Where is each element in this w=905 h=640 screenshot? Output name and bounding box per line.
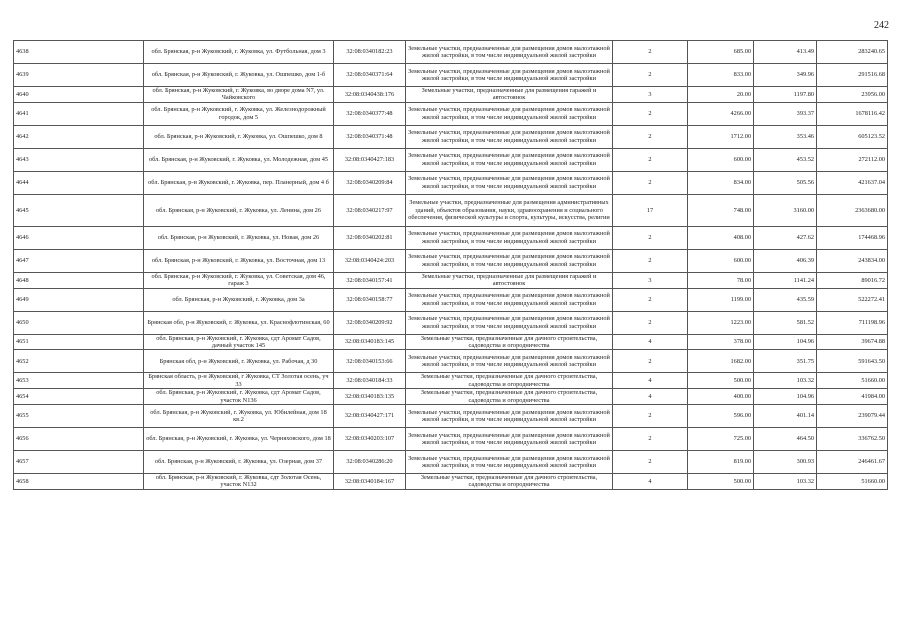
cadastral-value-cell: 283240.65	[817, 41, 888, 64]
cadastral-value-cell: 591643.50	[817, 350, 888, 373]
cadastral-value-cell: 174468.96	[817, 226, 888, 249]
land-use-cell: Земельные участки, предназначенные для дачного строительства, садоводства и огородничества	[406, 373, 613, 389]
table-row	[14, 389, 888, 405]
area-cell: 600.00	[688, 148, 754, 171]
record-number: 4650	[14, 311, 144, 334]
group-cell: 17	[613, 194, 688, 226]
table-row	[14, 373, 888, 389]
group-cell: 2	[613, 171, 688, 194]
cadastral-number-cell: 32:08:0340182:23	[334, 41, 406, 64]
address-cell: обл. Брянская, р-н Жуковский, г. Жуковка, ул. Ошпешко, дом 8	[144, 125, 334, 148]
specific-value-cell: 349.96	[754, 64, 817, 87]
cadastral-number-cell: 32:08:0340183:135	[334, 389, 406, 405]
cadastral-number-cell: 32:08:0340427:183	[334, 148, 406, 171]
address-cell: обл. Брянская, р-н Жуковский, г. Жуковка, ул. Озерная, дом 37	[144, 451, 334, 474]
land-use-cell: Земельные участки, предназначенные для размещения домов малоэтажной жилой застройки, в том числе индивидуальной жилой застройки	[406, 171, 613, 194]
record-number: 4657	[14, 451, 144, 474]
address-cell: обл. Брянская, р-н Жуковский, г. Жуковка, ул. Советская, дом 46, гараж 3	[144, 272, 334, 288]
area-cell: 725.00	[688, 428, 754, 451]
cadastral-number-cell: 32:08:0340371:64	[334, 64, 406, 87]
address-cell: Брянская обл, р-н Жуковский, г. Жуковка, ул. Рабочая, д 30	[144, 350, 334, 373]
land-use-cell: Земельные участки, предназначенные для размещения домов малоэтажной жилой застройки, в том числе индивидуальной жилой застройки	[406, 148, 613, 171]
table-row	[14, 41, 888, 64]
table-row	[14, 148, 888, 171]
group-cell: 4	[613, 389, 688, 405]
table-row	[14, 428, 888, 451]
specific-value-cell: 435.59	[754, 288, 817, 311]
table-row	[14, 451, 888, 474]
record-number: 4655	[14, 405, 144, 428]
cadastral-value-cell: 23956.00	[817, 87, 888, 103]
address-cell: Брянская обл, р-н Жуковский, г. Жуковка, ул. Краснофлотинская, 60	[144, 311, 334, 334]
address-cell: обл. Брянская, р-н Жуковский, г. Жуковка, дом 3а	[144, 288, 334, 311]
address-cell: обл. Брянская, р-н Жуковский, г. Жуковка, ул. Новая, дом 26	[144, 226, 334, 249]
area-cell: 20.00	[688, 87, 754, 103]
group-cell: 4	[613, 334, 688, 350]
cadastral-value-cell: 51660.00	[817, 474, 888, 490]
group-cell: 2	[613, 350, 688, 373]
record-number: 4647	[14, 249, 144, 272]
cadastral-number-cell: 32:08:0340184:33	[334, 373, 406, 389]
area-cell: 1199.00	[688, 288, 754, 311]
cadastral-number-cell: 32:08:0340157:41	[334, 272, 406, 288]
cadastral-number-cell: 32:08:0340183:145	[334, 334, 406, 350]
group-cell: 2	[613, 226, 688, 249]
area-cell: 1682.00	[688, 350, 754, 373]
table-row	[14, 249, 888, 272]
record-number: 4648	[14, 272, 144, 288]
address-cell: обл. Брянская, р-н Жуковский, г. Жуковка, ул. Ленина, дом 26	[144, 194, 334, 226]
table-row	[14, 87, 888, 103]
cadastral-value-cell: 246461.67	[817, 451, 888, 474]
specific-value-cell: 103.32	[754, 474, 817, 490]
address-cell: обл. Брянская, р-н Жуковский, г. Жуковка, ул. Железнодорожный городок, дом 5	[144, 102, 334, 125]
group-cell: 3	[613, 272, 688, 288]
record-number: 4646	[14, 226, 144, 249]
group-cell: 3	[613, 87, 688, 103]
group-cell: 4	[613, 474, 688, 490]
specific-value-cell: 581.52	[754, 311, 817, 334]
specific-value-cell: 393.37	[754, 102, 817, 125]
specific-value-cell: 300.93	[754, 451, 817, 474]
address-cell: обл. Брянская, р-н Жуковский, г. Жуковка, ул. Черняховского, дом 18	[144, 428, 334, 451]
area-cell: 500.00	[688, 373, 754, 389]
table-row	[14, 194, 888, 226]
area-cell: 834.00	[688, 171, 754, 194]
specific-value-cell: 103.32	[754, 373, 817, 389]
area-cell: 833.00	[688, 64, 754, 87]
address-cell: обл. Брянская, р-н Жуковский, г. Жуковка, сдт Аромат Садов, участок N136	[144, 389, 334, 405]
cadastral-value-cell: 239079.44	[817, 405, 888, 428]
page-number: 242	[874, 20, 889, 31]
address-cell: обл. Брянская, р-н Жуковский, г. Жуковка, ул. Юбилейная, дом 18 кв.2	[144, 405, 334, 428]
land-use-cell: Земельные участки, предназначенные для размещения домов малоэтажной жилой застройки, в том числе индивидуальной жилой застройки	[406, 451, 613, 474]
specific-value-cell: 104.96	[754, 389, 817, 405]
group-cell: 2	[613, 249, 688, 272]
specific-value-cell: 351.75	[754, 350, 817, 373]
cadastral-number-cell: 32:08:0340202:81	[334, 226, 406, 249]
address-cell: обл. Брянская, р-н Жуковский, г. Жуковка, сдт Аромат Садов, дачный участок 145	[144, 334, 334, 350]
group-cell: 2	[613, 102, 688, 125]
address-cell: обл. Брянская, р-н Жуковский, г. Жуковка, ул. Молодежная, дом 45	[144, 148, 334, 171]
land-use-cell: Земельные участки, предназначенные для размещения гаражей и автостоянок	[406, 272, 613, 288]
table-body	[14, 41, 888, 490]
cadastral-number-cell: 32:08:0340209:84	[334, 171, 406, 194]
group-cell: 2	[613, 148, 688, 171]
area-cell: 685.00	[688, 41, 754, 64]
cadastral-number-cell: 32:08:0340184:167	[334, 474, 406, 490]
cadastral-number-cell: 32:08:0340153:66	[334, 350, 406, 373]
area-cell: 400.00	[688, 389, 754, 405]
group-cell: 2	[613, 41, 688, 64]
area-cell: 748.00	[688, 194, 754, 226]
address-cell: обл. Брянская, р-н Жуковский, г. Жуковка, пер. Планерный, дом 4 б	[144, 171, 334, 194]
specific-value-cell: 505.56	[754, 171, 817, 194]
address-cell: обл. Брянская, р-н Жуковский, г. Жуковка, сдт Золотая Осень, участок N132	[144, 474, 334, 490]
address-cell: обл. Брянская, р-н Жуковский, г. Жуковка, ул. Футбольная, дом 3	[144, 41, 334, 64]
cadastral-number-cell: 32:08:0340424:203	[334, 249, 406, 272]
table-row	[14, 226, 888, 249]
cadastral-number-cell: 32:08:0340217:97	[334, 194, 406, 226]
record-number: 4654	[14, 389, 144, 405]
area-cell: 1712.00	[688, 125, 754, 148]
record-number: 4653	[14, 373, 144, 389]
record-number: 4658	[14, 474, 144, 490]
cadastral-value-cell: 522272.41	[817, 288, 888, 311]
specific-value-cell: 427.62	[754, 226, 817, 249]
cadastral-number-cell: 32:08:0340371:48	[334, 125, 406, 148]
land-registry-table	[13, 40, 888, 490]
cadastral-value-cell: 605123.52	[817, 125, 888, 148]
table-row	[14, 350, 888, 373]
cadastral-value-cell: 272112.00	[817, 148, 888, 171]
group-cell: 2	[613, 64, 688, 87]
land-use-cell: Земельные участки, предназначенные для размещения домов малоэтажной жилой застройки, в том числе индивидуальной жилой застройки	[406, 405, 613, 428]
address-cell: обл. Брянская, р-н Жуковский, г. Жуковка, ул. Ошпешко, дом 1-б	[144, 64, 334, 87]
area-cell: 4266.00	[688, 102, 754, 125]
cadastral-value-cell: 421637.04	[817, 171, 888, 194]
table-row	[14, 405, 888, 428]
cadastral-value-cell: 51660.00	[817, 373, 888, 389]
cadastral-value-cell: 89016.72	[817, 272, 888, 288]
land-use-cell: Земельные участки, предназначенные для размещения домов малоэтажной жилой застройки, в том числе индивидуальной жилой застройки	[406, 249, 613, 272]
record-number: 4644	[14, 171, 144, 194]
land-use-cell: Земельные участки, предназначенные для дачного строительства, садоводства и огородничества	[406, 389, 613, 405]
area-cell: 78.00	[688, 272, 754, 288]
record-number: 4638	[14, 41, 144, 64]
table-row	[14, 288, 888, 311]
address-cell: обл. Брянская, р-н Жуковский, г. Жуковка, во дворе дома N7, ул. Чайковского	[144, 87, 334, 103]
table-row	[14, 311, 888, 334]
land-use-cell: Земельные участки, предназначенные для размещения домов малоэтажной жилой застройки, в том числе индивидуальной жилой застройки	[406, 350, 613, 373]
cadastral-value-cell: 291516.68	[817, 64, 888, 87]
group-cell: 2	[613, 311, 688, 334]
record-number: 4652	[14, 350, 144, 373]
record-number: 4643	[14, 148, 144, 171]
area-cell: 500.00	[688, 474, 754, 490]
cadastral-value-cell: 2363680.00	[817, 194, 888, 226]
record-number: 4651	[14, 334, 144, 350]
specific-value-cell: 1197.80	[754, 87, 817, 103]
specific-value-cell: 3160.00	[754, 194, 817, 226]
cadastral-number-cell: 32:08:0340203:107	[334, 428, 406, 451]
land-use-cell: Земельные участки, предназначенные для размещения домов малоэтажной жилой застройки, в том числе индивидуальной жилой застройки	[406, 288, 613, 311]
area-cell: 819.00	[688, 451, 754, 474]
area-cell: 596.00	[688, 405, 754, 428]
address-cell: обл. Брянская, р-н Жуковский, г. Жуковка, ул. Восточная, дом 13	[144, 249, 334, 272]
group-cell: 2	[613, 288, 688, 311]
record-number: 4645	[14, 194, 144, 226]
cadastral-number-cell: 32:08:0340286:20	[334, 451, 406, 474]
cadastral-number-cell: 32:08:0340158:77	[334, 288, 406, 311]
group-cell: 2	[613, 125, 688, 148]
specific-value-cell: 464.50	[754, 428, 817, 451]
cadastral-value-cell: 243834.00	[817, 249, 888, 272]
land-use-cell: Земельные участки, предназначенные для размещения домов малоэтажной жилой застройки, в том числе индивидуальной жилой застройки	[406, 102, 613, 125]
cadastral-value-cell: 39674.88	[817, 334, 888, 350]
cadastral-value-cell: 711198.96	[817, 311, 888, 334]
table-row	[14, 102, 888, 125]
land-use-cell: Земельные участки, предназначенные для размещения домов малоэтажной жилой застройки, в том числе индивидуальной жилой застройки	[406, 125, 613, 148]
record-number: 4642	[14, 125, 144, 148]
specific-value-cell: 401.14	[754, 405, 817, 428]
record-number: 4641	[14, 102, 144, 125]
cadastral-number-cell: 32:08:0340377:48	[334, 102, 406, 125]
specific-value-cell: 353.46	[754, 125, 817, 148]
area-cell: 1223.00	[688, 311, 754, 334]
area-cell: 378.00	[688, 334, 754, 350]
record-number: 4640	[14, 87, 144, 103]
area-cell: 600.00	[688, 249, 754, 272]
land-use-cell: Земельные участки, предназначенные для размещения домов малоэтажной жилой застройки, в том числе индивидуальной жилой застройки	[406, 428, 613, 451]
specific-value-cell: 1141.24	[754, 272, 817, 288]
land-use-cell: Земельные участки, предназначенные для дачного строительства, садоводства и огородничества	[406, 474, 613, 490]
land-use-cell: Земельные участки, предназначенные для размещения домов малоэтажной жилой застройки, в том числе индивидуальной жилой застройки	[406, 226, 613, 249]
cadastral-number-cell: 32:08:0340427:171	[334, 405, 406, 428]
land-use-cell: Земельные участки, предназначенные для размещения домов малоэтажной жилой застройки, в том числе индивидуальной жилой застройки	[406, 64, 613, 87]
group-cell: 2	[613, 405, 688, 428]
group-cell: 4	[613, 373, 688, 389]
specific-value-cell: 104.96	[754, 334, 817, 350]
cadastral-number-cell: 32:08:0340438:176	[334, 87, 406, 103]
cadastral-number-cell: 32:08:0340209:92	[334, 311, 406, 334]
table-row	[14, 334, 888, 350]
record-number: 4649	[14, 288, 144, 311]
land-use-cell: Земельные участки, предназначенные для размещения домов малоэтажной жилой застройки, в том числе индивидуальной жилой застройки	[406, 41, 613, 64]
group-cell: 2	[613, 428, 688, 451]
table-row	[14, 125, 888, 148]
group-cell: 2	[613, 451, 688, 474]
table-row	[14, 474, 888, 490]
land-use-cell: Земельные участки, предназначенные для дачного строительства, садоводства и огородничества	[406, 334, 613, 350]
record-number: 4656	[14, 428, 144, 451]
cadastral-value-cell: 336762.50	[817, 428, 888, 451]
specific-value-cell: 453.52	[754, 148, 817, 171]
land-use-cell: Земельные участки, предназначенные для размещения гаражей и автостоянок	[406, 87, 613, 103]
table-row	[14, 272, 888, 288]
table-row	[14, 171, 888, 194]
specific-value-cell: 406.39	[754, 249, 817, 272]
specific-value-cell: 413.49	[754, 41, 817, 64]
cadastral-value-cell: 41984.00	[817, 389, 888, 405]
cadastral-value-cell: 1678116.42	[817, 102, 888, 125]
table-row	[14, 64, 888, 87]
record-number: 4639	[14, 64, 144, 87]
area-cell: 408.00	[688, 226, 754, 249]
address-cell: Брянская область, р-н Жуковский, г Жуковка, СТ Золотая осень, уч 33	[144, 373, 334, 389]
land-use-cell: Земельные участки, предназначенные для размещения административных зданий, объектов образования, науки, здравоохранения и социального обеспечения, физической культуры и спорта, культуры, искусства, религии	[406, 194, 613, 226]
land-use-cell: Земельные участки, предназначенные для размещения домов малоэтажной жилой застройки, в том числе индивидуальной жилой застройки	[406, 311, 613, 334]
